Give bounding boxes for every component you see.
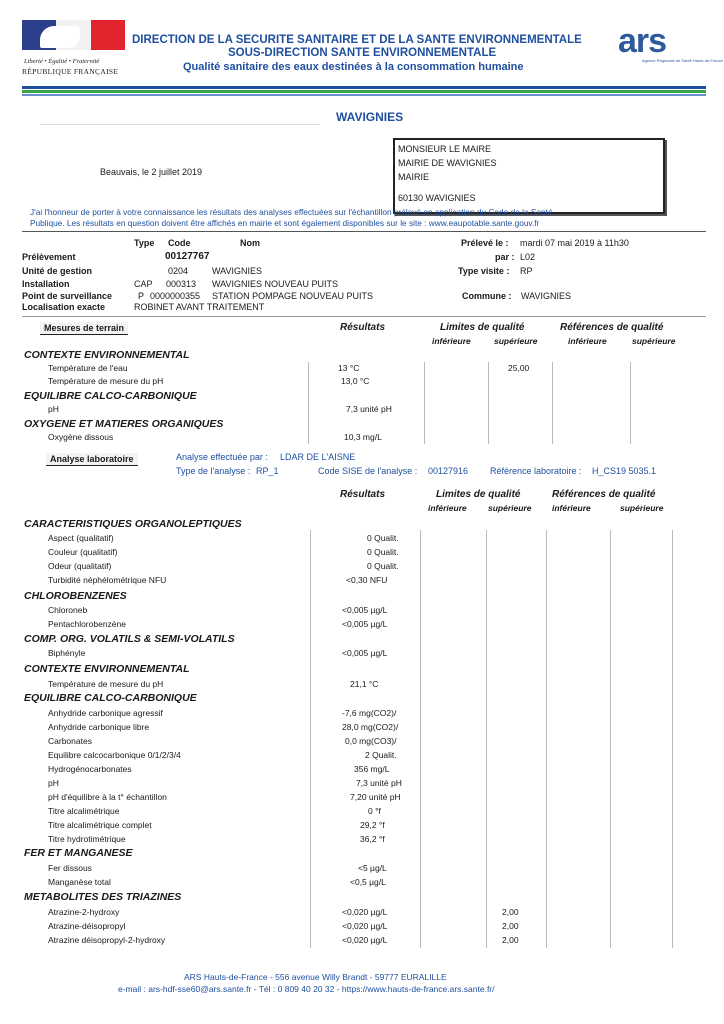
col-reference-inferieure: inférieure (552, 503, 591, 513)
col-nom-header: Nom (240, 238, 260, 248)
col-reference-superieure: supérieure (620, 503, 664, 513)
section-heading: CHLOROBENZENES (24, 590, 127, 602)
section-heading: FER ET MANGANESE (24, 847, 133, 859)
point-surveillance-code: 0000000355 (150, 291, 201, 301)
installation-type: CAP (134, 279, 153, 289)
localisation-label: Localisation exacte (22, 302, 106, 312)
parameter-label: Odeur (qualitatif) (48, 561, 112, 571)
limit-superieure-value: 2,00 (502, 907, 519, 917)
parameter-value: 0 Qualit. (367, 561, 399, 571)
col-references-qualite: Références de qualité (560, 322, 664, 333)
limit-superieure-value: 25,00 (508, 363, 530, 373)
parameter-value: <0,020 µg/L (342, 921, 388, 931)
parameter-value: 21,1 °C (350, 679, 379, 689)
header-band-blue (22, 86, 706, 89)
parameter-value: 13 °C (338, 363, 360, 373)
parameter-value: 10,3 mg/L (344, 432, 382, 442)
intro-line-1: J'ai l'honneur de porter à votre connaissance les résultats des analyses effectuées sur l'échantillon prélevé en application du Code de la Santé (30, 207, 553, 217)
parameter-label: Titre alcalimétrique complet (48, 820, 152, 830)
parameter-label: Biphényle (48, 648, 86, 658)
title-underline (40, 124, 320, 125)
section-heading: CONTEXTE ENVIRONNEMENTAL (24, 349, 190, 361)
intro-line-2: Publique. Les résultats en question doivent être affichés en mairie et sont également disponibles sur le site : www.eaupotable.sante.gouv.fr (30, 218, 540, 228)
parameter-value: <0,020 µg/L (342, 907, 388, 917)
parameter-label: Titre hydrotimétrique (48, 834, 126, 844)
section-heading: OXYGENE ET MATIERES ORGANIQUES (24, 418, 224, 430)
recipient-address-box (393, 138, 665, 214)
commune-title: WAVIGNIES (336, 110, 404, 124)
ars-logo (618, 22, 723, 70)
parameter-label: Anhydride carbonique agressif (48, 708, 163, 718)
table-gridline (310, 530, 311, 948)
point-surveillance-type: P (138, 291, 145, 301)
parameter-label: Température de mesure du pH (48, 679, 164, 689)
analyse-laboratoire-heading: Analyse laboratoire (46, 453, 138, 466)
table-gridline (488, 362, 489, 444)
prelevement-label: Prélèvement (22, 252, 76, 262)
parameter-value: 356 mg/L (354, 764, 390, 774)
col-limite-inferieure: inférieure (432, 336, 471, 346)
section-heading: CARACTERISTIQUES ORGANOLEPTIQUES (24, 518, 242, 530)
section-heading: CONTEXTE ENVIRONNEMENTAL (24, 663, 190, 675)
parameter-value: <0,005 µg/L (342, 648, 388, 658)
parameter-value: <0,5 µg/L (350, 877, 386, 887)
mesures-terrain-heading: Mesures de terrain (40, 322, 128, 335)
parameter-label: Manganèse total (48, 877, 111, 887)
place-date: Beauvais, le 2 juillet 2019 (100, 167, 203, 177)
separator (22, 316, 706, 317)
section-heading: EQUILIBRE CALCO-CARBONIQUE (24, 390, 197, 402)
address-line: MAIRIE DE WAVIGNIES (398, 158, 497, 168)
parameter-label: pH d'équilibre à la t° échantillon (48, 792, 167, 802)
header-band-light (22, 94, 706, 96)
parameter-value: <0,30 NFU (346, 575, 388, 585)
table-gridline (610, 530, 611, 948)
parameter-value: 0 Qualit. (367, 547, 399, 557)
point-surveillance-label: Point de surveillance (22, 291, 113, 301)
col-reference-inferieure: inférieure (568, 336, 607, 346)
type-visite-value: RP (520, 266, 533, 276)
parameter-label: Température de mesure du pH (48, 376, 164, 386)
unite-gestion-label: Unité de gestion (22, 266, 93, 276)
rf-motto: Liberté • Égalité • Fraternité (24, 58, 100, 65)
address-line: MONSIEUR LE MAIRE (398, 144, 492, 154)
col-limite-superieure: supérieure (488, 503, 532, 513)
col-reference-superieure: supérieure (632, 336, 676, 346)
commune-value: WAVIGNIES (521, 291, 572, 301)
type-analyse-label: Type de l'analyse : (176, 466, 251, 476)
parameter-value: 7,3 unité pH (346, 404, 392, 414)
limit-superieure-value: 2,00 (502, 921, 519, 931)
parameter-value: <0,005 µg/L (342, 605, 388, 615)
table-gridline (308, 362, 309, 444)
col-type-header: Type (134, 238, 155, 248)
parameter-value: 0,0 mg(CO3)/ (345, 736, 397, 746)
separator (22, 231, 706, 232)
parameter-label: Couleur (qualitatif) (48, 547, 118, 557)
col-limite-inferieure: inférieure (428, 503, 467, 513)
header-sous-direction: SOUS-DIRECTION SANTE ENVIRONNEMENTALE (228, 47, 497, 59)
prelevement-code: 00127767 (165, 251, 210, 262)
parameter-label: Atrazine-2-hydroxy (48, 907, 120, 917)
parameter-value: <5 µg/L (358, 863, 387, 873)
address-line: MAIRIE (398, 172, 430, 182)
unite-gestion-nom: WAVIGNIES (212, 266, 263, 276)
installation-nom: WAVIGNIES NOUVEAU PUITS (212, 279, 339, 289)
parameter-value: 7,20 unité pH (350, 792, 401, 802)
col-limites-qualite: Limites de qualité (440, 322, 525, 333)
installation-label: Installation (22, 279, 70, 289)
section-heading: COMP. ORG. VOLATILS & SEMI-VOLATILS (24, 633, 235, 645)
parameter-label: Pentachlorobenzène (48, 619, 126, 629)
table-gridline (552, 362, 553, 444)
footer-address: ARS Hauts-de-France - 556 avenue Willy Brandt - 59777 EURALILLE (184, 972, 447, 982)
reference-laboratoire-value: H_CS19 5035.1 (592, 466, 657, 476)
table-gridline (630, 362, 631, 444)
tricolor-flag-icon (22, 20, 125, 50)
parameter-label: pH (48, 778, 59, 788)
ars-logo-subtitle: Agence Régionale de Santé Hauts-de-France (642, 58, 723, 63)
parameter-value: 36,2 °f (360, 834, 385, 844)
par-label: par : (495, 252, 515, 262)
parameter-label: Atrazine-déisopropyl (48, 921, 126, 931)
section-heading: METABOLITES DES TRIAZINES (24, 891, 182, 903)
parameter-label: Chloroneb (48, 605, 88, 615)
parameter-value: -7,6 mg(CO2)/ (342, 708, 397, 718)
preleve-le-value: mardi 07 mai 2019 à 11h30 (520, 238, 629, 248)
parameter-value: 28,0 mg(CO2)/ (342, 722, 399, 732)
analyse-effectuee-label: Analyse effectuée par : (176, 452, 268, 462)
unite-gestion-code: 0204 (168, 266, 189, 276)
parameter-value: 0 Qualit. (367, 533, 399, 543)
parameter-label: Titre alcalimétrique (48, 806, 120, 816)
table-gridline (546, 530, 547, 948)
table-gridline (486, 530, 487, 948)
table-gridline (420, 530, 421, 948)
parameter-value: 7,3 unité pH (356, 778, 402, 788)
installation-code: 000313 (166, 279, 197, 289)
parameter-label: Carbonates (48, 736, 92, 746)
col-resultats: Résultats (340, 322, 386, 333)
parameter-label: Turbidité néphélométrique NFU (48, 575, 167, 585)
parameter-label: Atrazine déisopropyl-2-hydroxy (48, 935, 166, 945)
limit-superieure-value: 2,00 (502, 935, 519, 945)
table-gridline (672, 530, 673, 948)
rf-name: RÉPUBLIQUE FRANÇAISE (22, 67, 119, 76)
parameter-label: Hydrogénocarbonates (48, 764, 132, 774)
parameter-value: <0,005 µg/L (342, 619, 388, 629)
code-sise-value: 00127916 (428, 466, 469, 476)
parameter-label: Aspect (qualitatif) (48, 533, 114, 543)
col-limite-superieure: supérieure (494, 336, 538, 346)
reference-laboratoire-label: Référence laboratoire : (490, 466, 582, 476)
ars-logo-text: ars (618, 22, 667, 60)
point-surveillance-nom: STATION POMPAGE NOUVEAU PUITS (212, 291, 374, 301)
parameter-label: Température de l'eau (48, 363, 128, 373)
code-sise-label: Code SISE de l'analyse : (318, 466, 418, 476)
address-line: 60130 WAVIGNIES (398, 193, 476, 203)
parameter-value: <0,020 µg/L (342, 935, 388, 945)
parameter-value: 13,0 °C (341, 376, 370, 386)
col-code-header: Code (168, 238, 191, 248)
col-resultats: Résultats (340, 489, 386, 500)
analyse-effectuee-value: LDAR DE L'AISNE (280, 452, 356, 462)
type-visite-label: Type visite : (458, 266, 510, 276)
section-heading: EQUILIBRE CALCO-CARBONIQUE (24, 692, 197, 704)
parameter-label: pH (48, 404, 59, 414)
header-direction: DIRECTION DE LA SECURITE SANITAIRE ET DE LA SANTE ENVIRONNEMENTALE (132, 34, 582, 46)
footer-contact: e-mail : ars-hdf-sse60@ars.sante.fr - Tél : 0 809 40 20 32 - https://www.hauts-de-france.ars.sante.fr/ (118, 984, 495, 994)
par-value: L02 (520, 252, 536, 262)
parameter-label: Fer dissous (48, 863, 92, 873)
parameter-value: 0 °f (368, 806, 381, 816)
commune-label: Commune : (462, 291, 512, 301)
marianne-icon (40, 26, 80, 48)
header-subtitle: Qualité sanitaire des eaux destinées à la consommation humaine (183, 61, 524, 73)
header-band-green (22, 90, 706, 93)
localisation-value: ROBINET AVANT TRAITEMENT (134, 302, 265, 312)
col-limites-qualite: Limites de qualité (436, 489, 521, 500)
parameter-value: 29,2 °f (360, 820, 385, 830)
parameter-label: Equilibre calcocarbonique 0/1/2/3/4 (48, 750, 181, 760)
parameter-value: 2 Qualit. (365, 750, 397, 760)
table-gridline (424, 362, 425, 444)
type-analyse-value: RP_1 (256, 466, 279, 476)
preleve-le-label: Prélevé le : (461, 238, 509, 248)
parameter-label: Anhydride carbonique libre (48, 722, 150, 732)
parameter-label: Oxygène dissous (48, 432, 114, 442)
col-references-qualite: Références de qualité (552, 489, 656, 500)
